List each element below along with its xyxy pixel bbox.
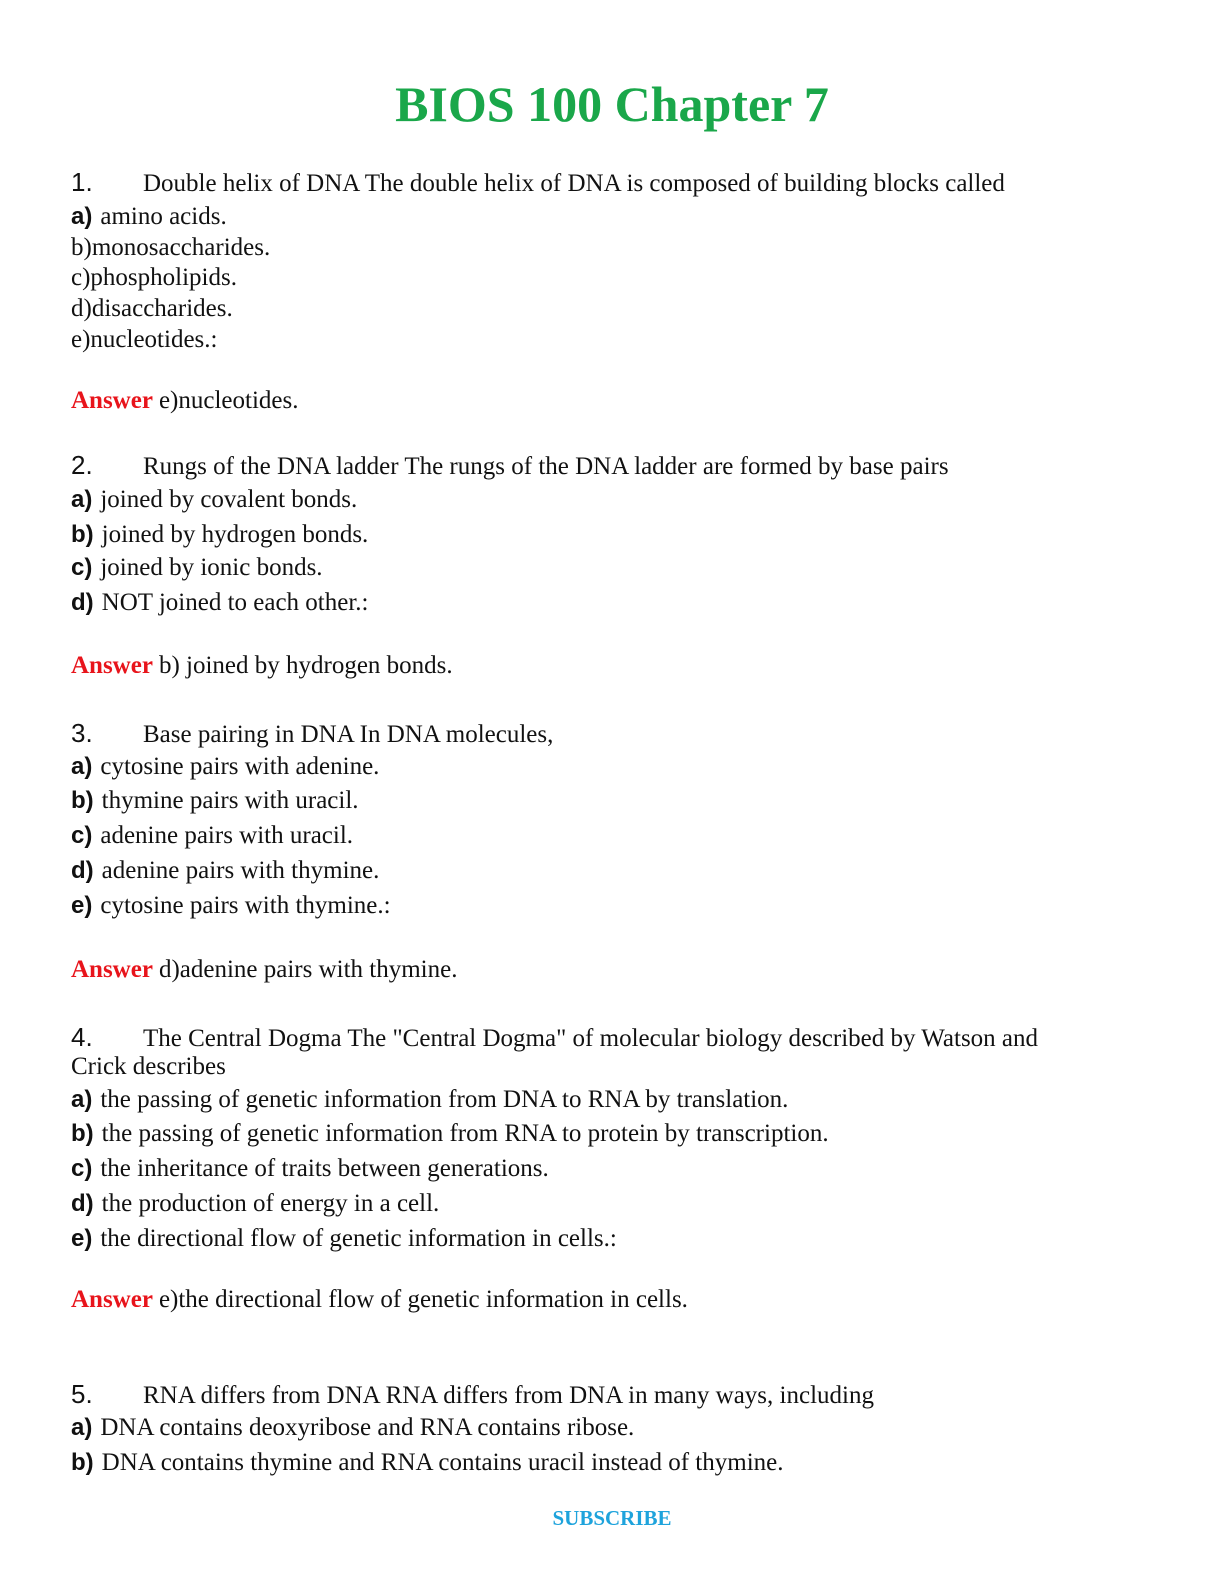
question-1 (71, 167, 1005, 199)
option-label: b) (71, 1449, 94, 1476)
question-text: Base pairing in DNA In DNA molecules, (143, 721, 554, 748)
option-b (71, 1448, 783, 1478)
option-text: amino acids. (100, 203, 227, 230)
option-text: cytosine pairs with adenine. (100, 753, 380, 780)
answer-text: e)nucleotides. (158, 387, 299, 414)
option-text: joined by hydrogen bonds. (101, 521, 369, 548)
answer-label: Answer (71, 956, 153, 983)
question-text: RNA differs from DNA RNA differs from DNA in many ways, including (143, 1382, 874, 1409)
option-label: c) (71, 1155, 93, 1182)
option-e: e)nucleotides.: (71, 326, 218, 353)
option-d: d)disaccharides. (71, 295, 233, 322)
option-label: c) (71, 822, 93, 849)
option-text: joined by covalent bonds. (100, 486, 358, 513)
question-text: The Central Dogma The "Central Dogma" of molecular biology described by Watson and (143, 1025, 1039, 1052)
option-b (71, 786, 359, 816)
option-c: c)phospholipids. (71, 264, 237, 291)
option-label: e) (71, 892, 93, 919)
question-text-continued: Crick describes (71, 1053, 226, 1080)
option-text: joined by ionic bonds. (100, 554, 323, 581)
question-number: 2. (71, 450, 93, 480)
question-number: 5. (71, 1379, 93, 1409)
question-5 (71, 1379, 874, 1411)
question-number: 3. (71, 718, 93, 748)
option-text: adenine pairs with thymine. (101, 857, 380, 884)
answer-2 (71, 651, 453, 681)
answer-label: Answer (71, 387, 153, 414)
option-label: e) (71, 1225, 93, 1252)
option-a (71, 202, 227, 232)
option-label: a) (71, 203, 93, 230)
option-a (71, 752, 379, 782)
option-e (71, 1224, 617, 1254)
option-text: the inheritance of traits between generations. (100, 1155, 549, 1182)
answer-3 (71, 955, 457, 985)
option-a (71, 485, 357, 515)
option-c (71, 821, 353, 851)
option-label: b) (71, 521, 94, 548)
option-b (71, 520, 368, 550)
subscribe-link[interactable]: SUBSCRIBE (552, 1506, 672, 1530)
option-a (71, 1085, 788, 1115)
option-c (71, 1154, 549, 1184)
question-3 (71, 718, 553, 750)
answer-label: Answer (71, 1286, 153, 1313)
answer-text: e)the directional flow of genetic information in cells. (158, 1286, 688, 1313)
answer-1 (71, 386, 298, 416)
option-a (71, 1413, 634, 1443)
option-text: NOT joined to each other.: (101, 589, 369, 616)
option-label: b) (71, 787, 94, 814)
option-b: b)monosaccharides. (71, 234, 271, 261)
question-number: 1. (71, 167, 93, 197)
option-label: c) (71, 554, 93, 581)
question-2 (71, 450, 949, 482)
answer-text: d)adenine pairs with thymine. (158, 956, 458, 983)
answer-4 (71, 1285, 688, 1315)
question-4 (71, 1022, 1038, 1054)
option-d (71, 1189, 439, 1219)
question-text: Double helix of DNA The double helix of DNA is composed of building blocks called (143, 170, 1005, 197)
question-text: Rungs of the DNA ladder The rungs of the DNA ladder are formed by base pairs (143, 453, 949, 480)
option-text: the production of energy in a cell. (101, 1190, 440, 1217)
option-c (71, 553, 323, 583)
option-label: a) (71, 753, 93, 780)
option-label: d) (71, 589, 94, 616)
option-e (71, 891, 391, 921)
option-d (71, 588, 369, 618)
option-label: a) (71, 1414, 93, 1441)
option-text: DNA contains deoxyribose and RNA contains ribose. (100, 1414, 635, 1441)
question-number: 4. (71, 1022, 93, 1052)
answer-label: Answer (71, 652, 153, 679)
answer-text: b) joined by hydrogen bonds. (158, 652, 453, 679)
option-text: DNA contains thymine and RNA contains uracil instead of thymine. (101, 1449, 784, 1476)
option-label: d) (71, 857, 94, 884)
option-b (71, 1119, 829, 1149)
option-label: b) (71, 1120, 94, 1147)
page-title: BIOS 100 Chapter 7 (395, 76, 829, 132)
option-label: a) (71, 1086, 93, 1113)
option-text: the passing of genetic information from RNA to protein by transcription. (101, 1120, 829, 1147)
option-text: thymine pairs with uracil. (101, 787, 359, 814)
option-text: the passing of genetic information from DNA to RNA by translation. (100, 1086, 789, 1113)
option-text: the directional flow of genetic information in cells.: (100, 1225, 617, 1252)
option-text: cytosine pairs with thymine.: (100, 892, 391, 919)
option-text: adenine pairs with uracil. (100, 822, 354, 849)
option-label: d) (71, 1190, 94, 1217)
option-d (71, 856, 379, 886)
option-label: a) (71, 486, 93, 513)
